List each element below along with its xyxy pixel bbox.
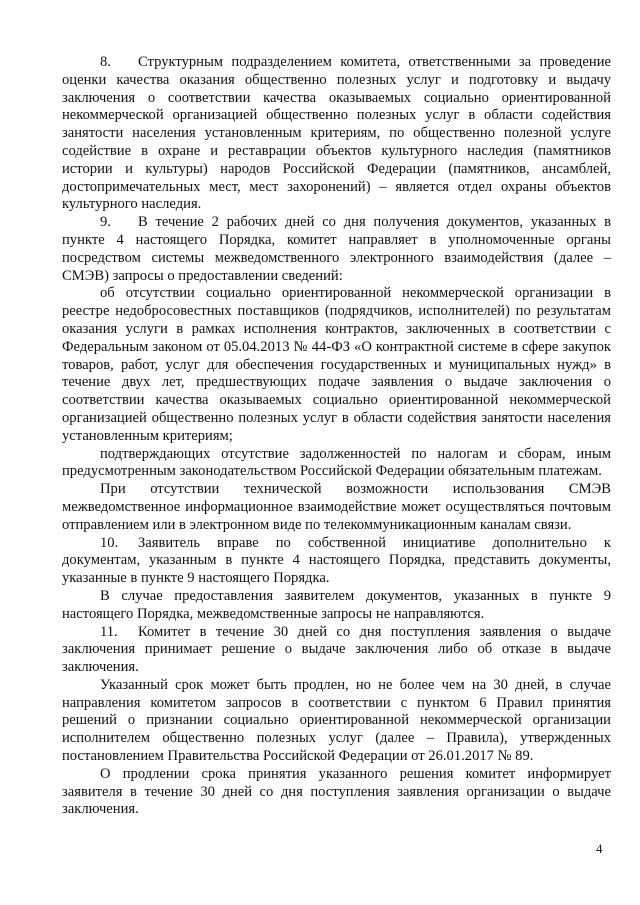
paragraph-text: При отсутствии технической возможности использования СМЭВ межведомственное информационное взаимодействие может осуществляться почтовым отправлением или в электронном виде по телекоммуникационным каналам связи. bbox=[62, 481, 611, 533]
paragraph-10 bbox=[62, 535, 611, 588]
paragraph-number: 10. bbox=[100, 534, 119, 551]
paragraph-text: Указанный срок может быть продлен, но не более чем на 30 дней, в случае направления комитетом запросов в соответствии с пунктом 6 Правил принятия решений о признании социально ориентированной некоммерческой организации исполнителем общественно полезных услуг (далее – Правила), утвержденных постановлением Правительства Российской Федерации от 26.01.2017 № 89. bbox=[62, 676, 611, 765]
paragraph-9-item-registry bbox=[62, 285, 611, 445]
paragraph-11-extension bbox=[62, 677, 611, 766]
paragraph-text: Заявитель вправе по собственной инициативе дополнительно к документам, указанным в пункте 4 настоящего Порядка, представить документы, указанные в пункте 9 настоящего Порядка. bbox=[62, 534, 611, 587]
page-number: 4 bbox=[596, 841, 603, 856]
paragraph-9-item-taxes bbox=[62, 446, 611, 482]
document-body bbox=[62, 54, 611, 819]
paragraph-10-note bbox=[62, 588, 611, 624]
paragraph-text: О продлении срока принятия указанного решения комитет информирует заявителя в течение 30 дней со дня поступления заявления организации о выдаче заключения. bbox=[62, 765, 611, 818]
paragraph-text: подтверждающих отсутствие задолженностей по налогам и сборам, иным предусмотренным законодательством Российской Федерации обязательным платежам. bbox=[62, 445, 611, 480]
paragraph-11 bbox=[62, 624, 611, 677]
paragraph-text: об отсутствии социально ориентированной некоммерческой организации в реестре недобросовестных поставщиков (подрядчиков, исполнителей) по результатам оказания услуги в рамках исполнения контрактов, заключенных в соответствии с Федеральным законом от 05.04.2013 № 44-ФЗ «О контрактной системе в сфере закупок товаров, работ, услуг для обеспечения государственных и муниципальных нужд» в течение двух лет, предшествующих подаче заявления о выдаче заключения о соответствии качества оказываемых социально ориентированной некоммерческой организацией общественно полезных услуг в области содействия занятости населения установленным критериям; bbox=[62, 285, 611, 444]
paragraph-11-notification bbox=[62, 766, 611, 819]
paragraph-number: 8. bbox=[100, 54, 111, 70]
paragraph-8 bbox=[62, 54, 611, 214]
paragraph-9-smev-fallback bbox=[62, 481, 611, 534]
paragraph-9 bbox=[62, 214, 611, 285]
paragraph-text: Структурным подразделением комитета, ответственными за проведение оценки качества оказания общественно полезных услуг и подготовку и выдачу заключения о соответствии качества оказываемых социально ориентированной некоммерческой организацией общественно полезных услуг в области содействия занятости населения установленным критериям, по общественно полезной услуге содействие в охране и реставрации объектов культурного наследия (памятников истории и культуры) народов Российской Федерации (памятников, ансамблей, достопримечательных мест, мест захоронений) – является отдел охраны объектов культурного наследия. bbox=[62, 54, 611, 213]
paragraph-number: 9. bbox=[100, 214, 111, 231]
paragraph-text: В течение 2 рабочих дней со дня получения документов, указанных в пункте 4 настоящего Порядка, комитет направляет в уполномоченные органы посредством системы межведомственного электронного взаимодействия (далее – СМЭВ) запросы о предоставлении сведений: bbox=[62, 214, 611, 284]
paragraph-text: В случае предоставления заявителем документов, указанных в пункте 9 настоящего Порядка, межведомственные запросы не направляются. bbox=[62, 587, 611, 622]
paragraph-number: 11. bbox=[100, 623, 118, 640]
paragraph-text: Комитет в течение 30 дней со дня поступления заявления о выдаче заключения принимает решение о выдаче заключения либо об отказе в выдаче заключения. bbox=[62, 623, 611, 676]
